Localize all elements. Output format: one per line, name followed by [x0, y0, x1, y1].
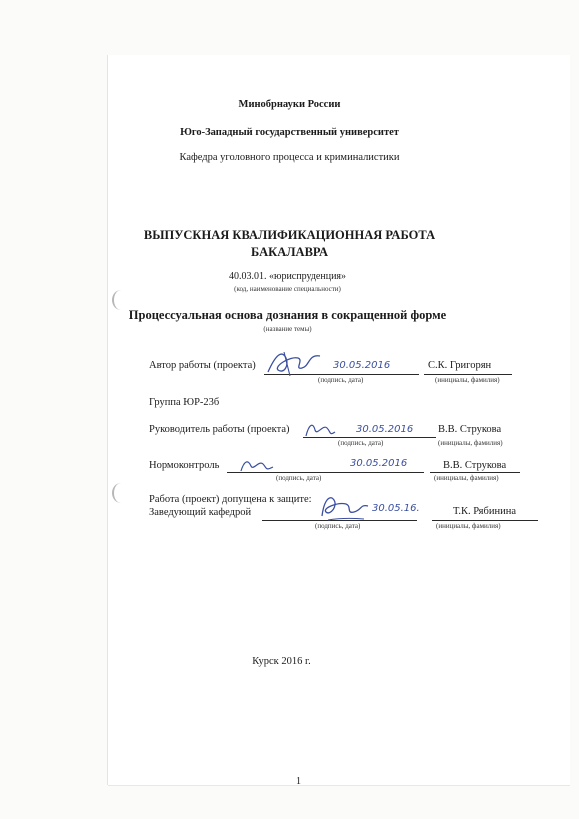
supervisor-signature-caption: (подпись, дата) — [338, 439, 384, 447]
supervisor-signature — [303, 418, 337, 440]
author-name: С.К. Григорян — [428, 360, 492, 371]
normcontrol-name-line — [430, 472, 520, 473]
author-name-line — [424, 374, 512, 375]
author-signature-caption: (подпись, дата) — [318, 376, 364, 384]
head-of-department-name-line — [432, 520, 538, 521]
normcontrol-name-caption: (инициалы, фамилия) — [434, 474, 499, 482]
ministry-name: Минобрнауки России — [238, 99, 341, 110]
normcontrol-signature — [238, 455, 276, 475]
university-name: Юго-Западный государственный университет — [180, 127, 399, 138]
thesis-topic: Процессуальная основа дознания в сокращенной форме — [128, 308, 447, 322]
normcontrol-name: В.В. Струкова — [443, 460, 507, 471]
specialty-caption: (код, наименование специальности) — [234, 285, 341, 293]
document-title-line2: БАКАЛАВРА — [251, 245, 328, 259]
author-signature-date: 30.05.2016 — [333, 360, 391, 371]
specialty-value: 40.03.01. «юриспруденция» — [228, 271, 347, 282]
author-signature — [264, 346, 324, 378]
admission-name-caption: (инициалы, фамилия) — [436, 522, 501, 530]
punch-hole-mark — [112, 290, 130, 310]
supervisor-label: Руководитель работы (проекта) — [149, 424, 290, 435]
page-number: 1 — [296, 776, 301, 787]
normcontrol-signature-date: 30.05.2016 — [350, 458, 408, 469]
document-page — [108, 55, 570, 785]
author-label: Автор работы (проекта) — [149, 360, 256, 371]
admission-signature-date: 30.05.16. — [372, 503, 420, 514]
supervisor-name: В.В. Струкова — [438, 424, 502, 435]
admission-statement: Работа (проект) допущена к защите: — [149, 494, 312, 505]
normcontrol-label: Нормоконтроль — [149, 460, 220, 471]
topic-caption: (название темы) — [263, 325, 312, 333]
city-year: Курск 2016 г. — [252, 656, 311, 667]
punch-hole-mark — [112, 483, 130, 503]
document-title-line1: ВЫПУСКНАЯ КВАЛИФИКАЦИОННАЯ РАБОТА — [143, 228, 436, 242]
admission-signature-caption: (подпись, дата) — [315, 522, 361, 530]
student-group: Группа ЮР-23б — [149, 397, 220, 408]
head-of-department-label: Заведующий кафедрой — [149, 507, 252, 518]
head-of-department-name: Т.К. Рябинина — [453, 506, 516, 517]
department-name: Кафедра уголовного процесса и криминалистики — [179, 152, 400, 163]
supervisor-signature-date: 30.05.2016 — [356, 424, 414, 435]
author-name-caption: (инициалы, фамилия) — [435, 376, 500, 384]
head-of-department-signature — [316, 490, 372, 524]
supervisor-name-caption: (инициалы, фамилия) — [438, 439, 503, 447]
normcontrol-signature-caption: (подпись, дата) — [276, 474, 322, 482]
